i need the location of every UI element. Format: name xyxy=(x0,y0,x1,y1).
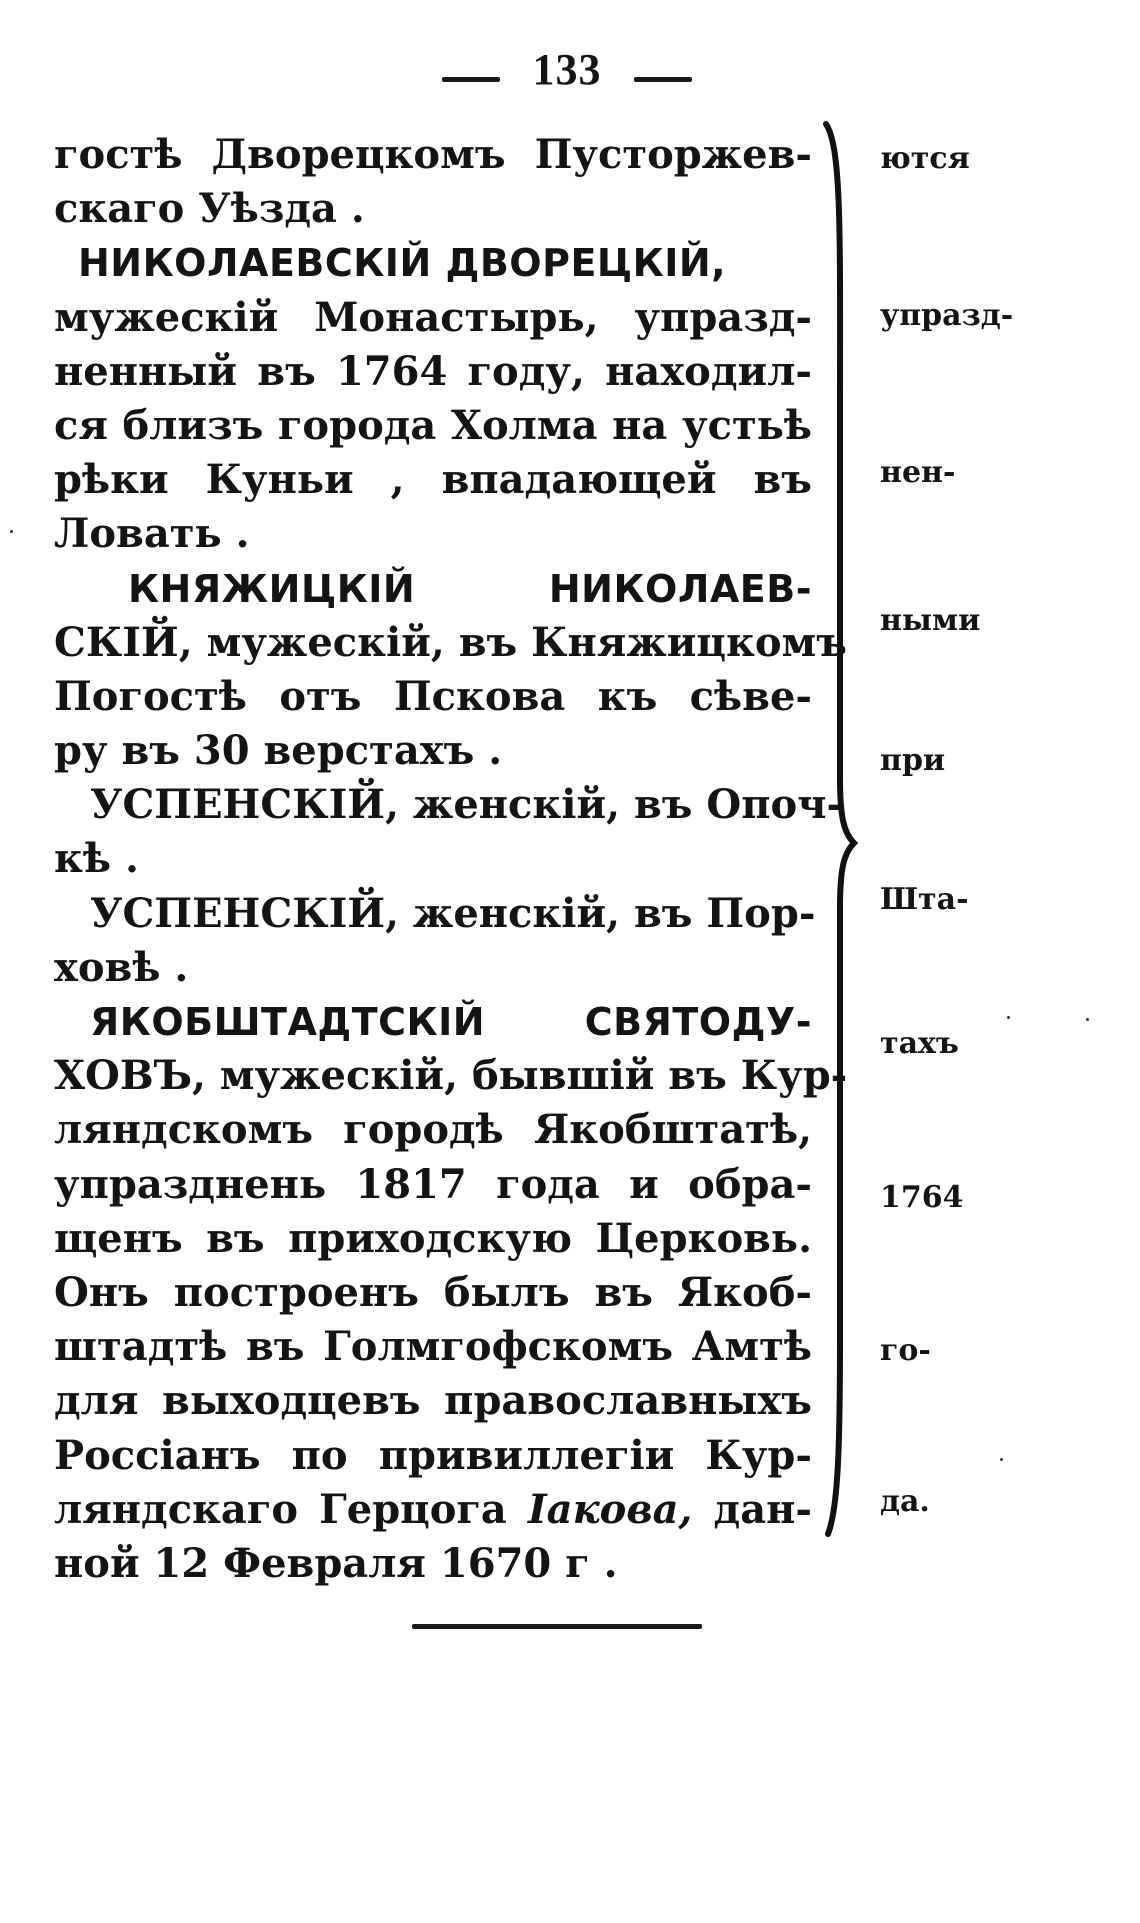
text-segment: дан- xyxy=(692,1485,812,1533)
text-line: мужескій Монастырь, упразд- xyxy=(54,293,812,341)
text-line: Россіанъ по привиллегіи Кур- xyxy=(54,1431,812,1479)
text-line: щенъ въ приходскую Церковь. xyxy=(54,1214,812,1262)
text-line: ХОВЪ, мужескій, бывшій въ Кур- xyxy=(54,1052,848,1100)
margin-note: при xyxy=(880,743,946,778)
margin-note: Шта- xyxy=(880,882,969,917)
text-line: гостѣ Дворецкомъ Пусторжев- xyxy=(54,131,812,178)
paper-speck xyxy=(1086,1018,1089,1021)
page-header xyxy=(0,44,1140,104)
text-line: упразднень 1817 года и обра- xyxy=(54,1160,812,1208)
text-line: ру въ 30 верстахъ . xyxy=(54,727,503,775)
footer-rule xyxy=(412,1624,702,1629)
text-line: ЯКОБШТАДТСКІЙ СВЯТОДУ- xyxy=(90,1000,812,1044)
text-line: ся близъ города Холма на устьѣ xyxy=(54,401,812,449)
header-dash-right xyxy=(634,77,692,82)
text-line: СКІЙ, мужескій, въ Княжицкомъ xyxy=(54,618,847,666)
text-line: КНЯЖИЦКІЙ НИКОЛАЕВ- xyxy=(128,566,812,611)
margin-note: упразд- xyxy=(880,298,1014,333)
text-line: НИКОЛАЕВСКІЙ ДВОРЕЦКІЙ, xyxy=(78,241,727,286)
text-line: Ловать . xyxy=(54,510,250,558)
margin-brace xyxy=(820,118,870,1538)
text-line: ляндскомъ городѣ Якобштатѣ, xyxy=(54,1106,812,1154)
text-line: ховѣ . xyxy=(54,943,189,991)
paper-speck xyxy=(1007,1016,1010,1019)
text-line: УСПЕНСКІЙ, женскій, въ Опоч- xyxy=(90,781,844,829)
text-line: УСПЕНСКІЙ, женскій, въ Пор- xyxy=(90,889,816,937)
page-number: 133 xyxy=(532,45,602,94)
text-line-mixed xyxy=(54,1483,812,1537)
brace-curve xyxy=(826,124,854,1534)
text-line: Погостѣ отъ Пскова къ сѣве- xyxy=(54,672,812,720)
text-segment: ляндскаго Герцога xyxy=(54,1485,528,1533)
main-text-column xyxy=(54,128,848,1591)
margin-note: ются xyxy=(880,141,970,176)
text-line: скаго Уѣзда . xyxy=(54,185,365,233)
text-line: штадтѣ въ Голмгофскомъ Амтѣ xyxy=(54,1323,812,1371)
margin-note: го- xyxy=(880,1333,931,1368)
margin-note: да. xyxy=(880,1484,930,1519)
text-line: Онъ построенъ былъ въ Якоб- xyxy=(54,1268,812,1316)
paper-speck xyxy=(1000,1458,1003,1461)
italic-name: Іакова, xyxy=(527,1485,693,1533)
margin-note: ными xyxy=(880,603,981,638)
margin-note: 1764 xyxy=(880,1180,964,1215)
text-line: для выходцевъ православныхъ xyxy=(54,1377,812,1425)
text-line: ненный въ 1764 году, находил- xyxy=(54,347,812,395)
margin-note: тахъ xyxy=(880,1026,959,1061)
text-line: рѣки Куньи , впадающей въ xyxy=(54,456,812,504)
text-line: кѣ . xyxy=(54,835,139,883)
header-dash-left xyxy=(442,77,500,82)
margin-note: нен- xyxy=(880,455,956,490)
paper-speck xyxy=(10,530,13,533)
text-line: ной 12 Февраля 1670 г . xyxy=(54,1539,618,1587)
